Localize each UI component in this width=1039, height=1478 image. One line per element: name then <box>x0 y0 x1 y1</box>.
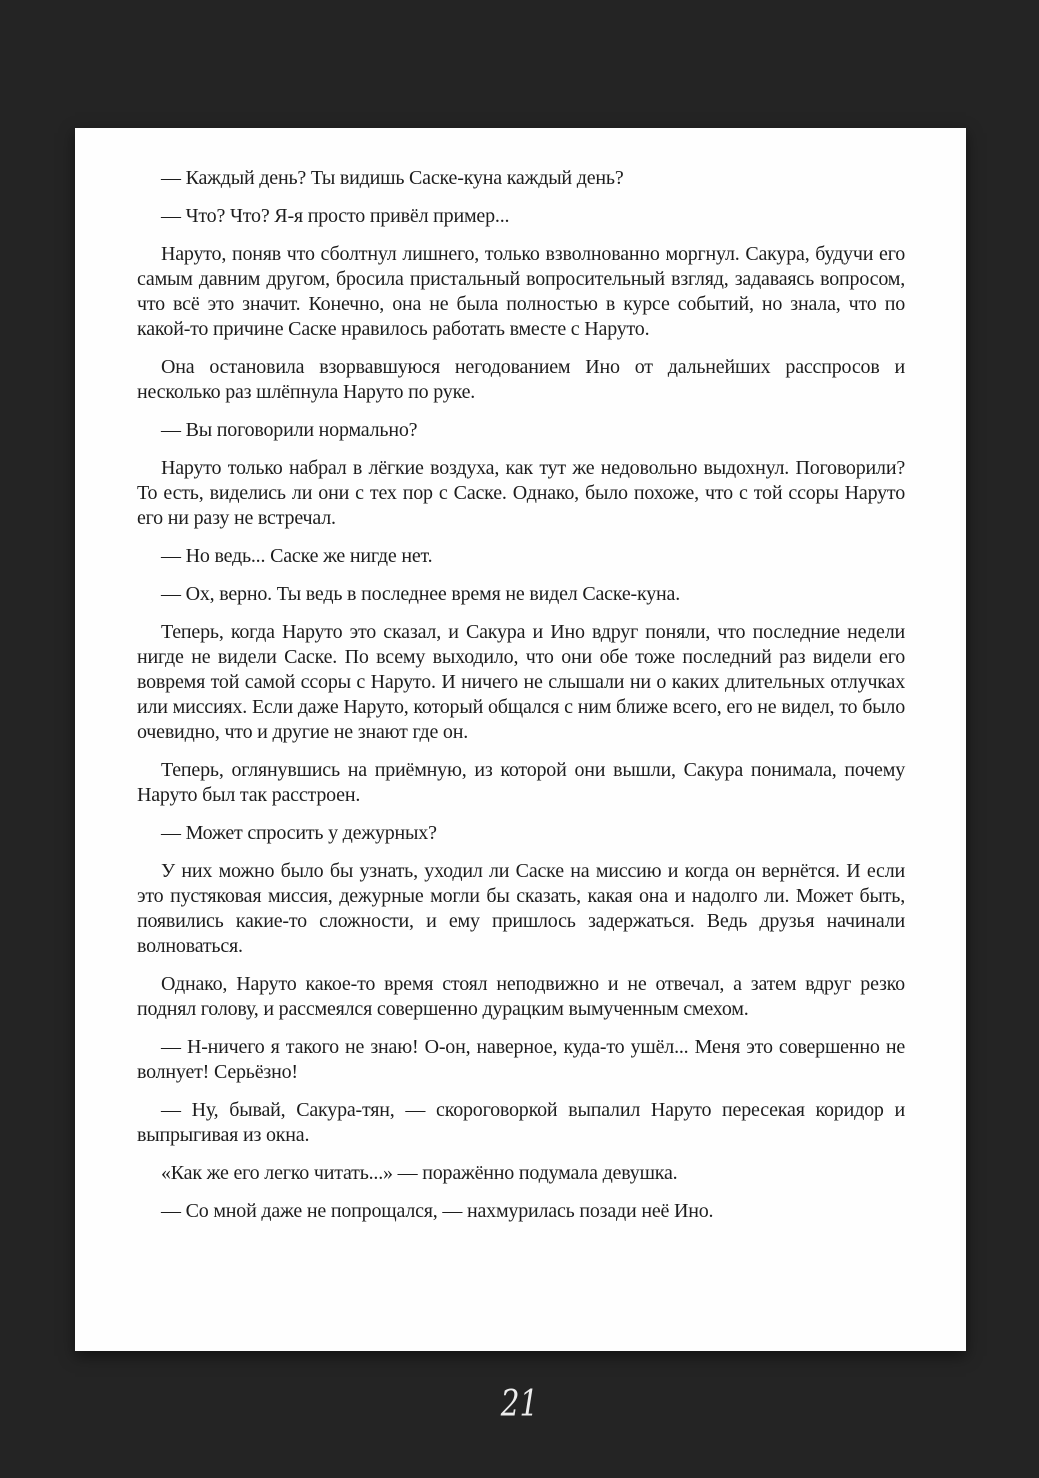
paragraph: Наруто только набрал в лёгкие воздуха, как тут же недовольно выдохнул. Поговорили? То есть, виделись ли они с тех пор с Саске. Однако, было похоже, что с той ссоры Наруто его ни разу не встречал. <box>137 457 905 529</box>
paragraph-dialogue: — Что? Что? Я-я просто привёл пример... <box>161 205 510 227</box>
paragraph: Теперь, когда Наруто это сказал, и Сакура и Ино вдруг поняли, что последние недели нигде не видели Саске. По всему выходило, что они обе тоже последний раз видели его вовремя той самой ссоры с Наруто. И ничего не слышали ни о каких длительных отлучках или миссиях. Если даже Наруто, который общался с ним ближе всего, его не видел, то было очевидно, что и другие не знают где он. <box>137 621 905 743</box>
page-number: 21 <box>500 1384 539 1425</box>
paragraph-dialogue: — Каждый день? Ты видишь Саске-куна каждый день? <box>161 167 624 189</box>
paragraph-dialogue: — Со мной даже не попрощался, — нахмурилась позади неё Ино. <box>161 1200 714 1222</box>
paragraph: Теперь, оглянувшись на приёмную, из которой они вышли, Сакура понимала, почему Наруто был так расстроен. <box>137 759 905 806</box>
paragraph: Она остановила взорвавшуюся негодованием Ино от дальнейших расспросов и несколько раз шлёпнула Наруто по руке. <box>137 356 905 403</box>
book-page <box>75 128 966 1351</box>
paragraph: Наруто, поняв что сболтнул лишнего, только взволнованно моргнул. Сакура, будучи его самым давним другом, бросила пристальный вопросительный взгляд, задаваясь вопросом, что всё это значит. Конечно, она не была полностью в курсе событий, но знала, что по какой-то причине Саске нравилось работать вместе с Наруто. <box>137 243 905 340</box>
paragraph: У них можно было бы узнать, уходил ли Саске на миссию и когда он вернётся. И если это пустяковая миссия, дежурные могли бы сказать, какая она и надолго ли. Может быть, появились какие-то сложности, и ему пришлось задержаться. Ведь друзья начинали волноваться. <box>137 860 905 957</box>
paragraph-dialogue: — Но ведь... Саске же нигде нет. <box>161 545 433 567</box>
paragraph-dialogue: — Н-ничего я такого не знаю! О-он, наверное, куда-то ушёл... Меня это совершенно не волнует! Серьёзно! <box>137 1036 905 1083</box>
paragraph: Однако, Наруто какое-то время стоял неподвижно и не отвечал, а затем вдруг резко поднял голову, и рассмеялся совершенно дурацким вымученным смехом. <box>137 973 905 1020</box>
paragraph-dialogue: — Ох, верно. Ты ведь в последнее время не видел Саске-куна. <box>161 583 680 605</box>
paragraph-dialogue: — Вы поговорили нормально? <box>161 419 418 441</box>
story-text <box>75 128 966 1224</box>
paragraph-dialogue: — Ну, бывай, Сакура-тян, — скороговоркой выпалил Наруто пересекая коридор и выпрыгивая из окна. <box>137 1099 905 1146</box>
paragraph-dialogue: — Может спросить у дежурных? <box>161 822 437 844</box>
paragraph-thought: «Как же его легко читать...» — поражённо подумала девушка. <box>161 1162 678 1184</box>
